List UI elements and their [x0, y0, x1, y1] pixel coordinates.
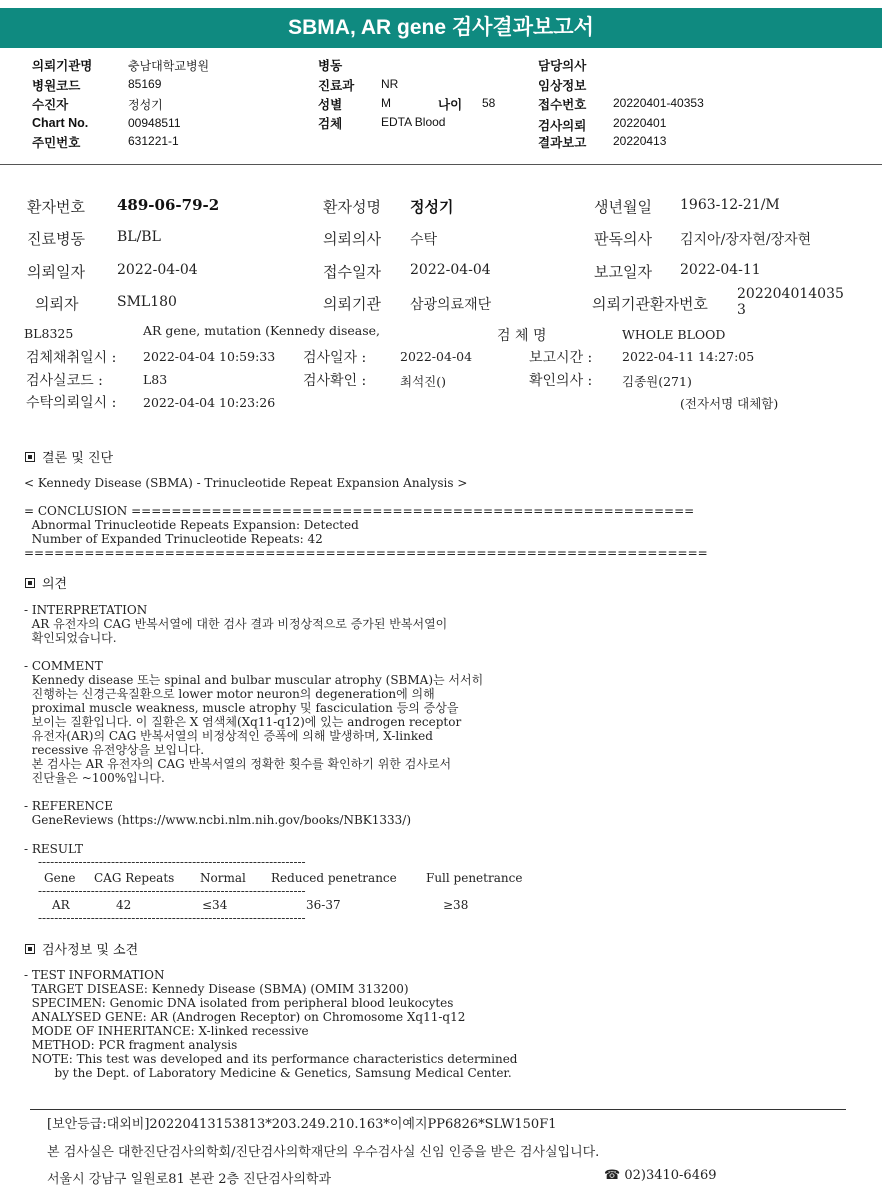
- result-cell: 36-37: [306, 898, 341, 912]
- header-label: 수진자: [32, 98, 69, 112]
- section-opinion-heading: [25, 573, 67, 592]
- header-value: 20220413: [613, 134, 667, 148]
- phone-line: [604, 1168, 717, 1183]
- header-label: 검사의뢰: [538, 119, 587, 133]
- patient-label: 진료병동: [27, 230, 85, 248]
- header-value: 20220401: [613, 116, 667, 130]
- patient-value: BL/BL: [117, 229, 161, 245]
- square-bullet-icon: [25, 944, 35, 954]
- test-name: AR gene, mutation (Kennedy disease,: [143, 323, 381, 338]
- doctor-value: 김종원(271): [622, 374, 692, 389]
- reporttime-value: 2022-04-11 14:27:05: [622, 349, 755, 364]
- patient-label: 접수일자: [323, 263, 381, 281]
- request-value: 2022-04-04 10:23:26: [143, 395, 276, 410]
- doctor-label: 확인의사 :: [529, 373, 593, 389]
- patient-value: 202204014035: [737, 286, 844, 302]
- testdate-value: 2022-04-04: [400, 349, 473, 364]
- patient-label: 의뢰의사: [323, 230, 381, 248]
- result-rule: ------------------------------------------------------------------: [38, 911, 306, 925]
- section-title: 검사정보 및 소견: [42, 943, 139, 958]
- header-label: 접수번호: [538, 98, 587, 112]
- report-title-bar: [0, 8, 882, 48]
- header-label: 병동: [318, 59, 343, 73]
- room-label: 검사실코드 :: [26, 373, 103, 389]
- report-title: SBMA, AR gene 검사결과보고서: [288, 16, 594, 39]
- patient-name: 정성기: [410, 198, 454, 216]
- header-value: EDTA Blood: [381, 115, 446, 129]
- patient-value: 2022-04-11: [680, 262, 761, 278]
- header-label: 진료과: [318, 79, 355, 93]
- collect-value: 2022-04-04 10:59:33: [143, 349, 276, 364]
- patient-value: 삼광의료재단: [410, 297, 492, 313]
- result-cell: ≥38: [443, 898, 469, 912]
- header-age-label: 나이: [438, 98, 463, 112]
- reporttime-label: 보고시간 :: [529, 350, 593, 366]
- header-label: 결과보고: [538, 136, 587, 150]
- room-value: L83: [143, 372, 168, 387]
- square-bullet-icon: [25, 578, 35, 588]
- specimen-value: WHOLE BLOOD: [622, 327, 726, 342]
- section-title: 의견: [42, 577, 68, 592]
- result-header: Gene: [44, 871, 76, 885]
- header-value: 631221-1: [128, 134, 179, 148]
- phone-number: 02)3410-6469: [624, 1168, 717, 1183]
- header-label: 담당의사: [538, 59, 587, 73]
- result-header: CAG Repeats: [94, 871, 175, 885]
- header-value: M: [381, 96, 391, 110]
- header-label: 주민번호: [32, 136, 81, 150]
- interpretation-block: - INTERPRETATION AR 유전자의 CAG 반복서열에 대한 검사 결과 비정상적으로 증가된 반복서열이 확인되었습니다.: [24, 603, 448, 645]
- result-header: Reduced penetrance: [271, 871, 397, 885]
- patient-label: 의뢰자: [35, 295, 79, 313]
- specimen-label: 검 체 명: [497, 328, 547, 344]
- result-cell: AR: [52, 898, 70, 912]
- header-divider: [0, 164, 882, 165]
- reference-block: - REFERENCE GeneReviews (https://www.ncbi.nlm.nih.gov/books/NBK1333/): [24, 799, 412, 827]
- test-code: BL8325: [24, 326, 74, 341]
- section-title: 결론 및 진단: [42, 451, 114, 466]
- patient-id: 489-06-79-2: [117, 196, 220, 214]
- section-testinfo-heading: [25, 939, 138, 958]
- phone-icon: ☎: [604, 1168, 625, 1183]
- section-conclusion-heading: [25, 447, 113, 466]
- patient-value: 1963-12-21/M: [680, 197, 780, 213]
- confirm-value: 최석진(): [400, 374, 446, 389]
- confirm-label: 검사확인 :: [303, 373, 367, 389]
- header-label: 검체: [318, 117, 343, 131]
- header-value: 충남대학교병원: [128, 59, 210, 73]
- collect-label: 검체채취일시 :: [26, 350, 117, 366]
- esign-note: (전자서명 대체함): [680, 396, 779, 411]
- patient-value: 2022-04-04: [117, 262, 198, 278]
- patient-label: 의뢰기관환자번호: [592, 295, 708, 313]
- header-label: Chart No.: [32, 116, 89, 130]
- kennedy-title: < Kennedy Disease (SBMA) - Trinucleotide Repeat Expansion Analysis >: [24, 476, 468, 490]
- patient-value: 수탁: [410, 232, 438, 248]
- result-cell: ≤34: [202, 898, 228, 912]
- patient-label: 의뢰일자: [27, 263, 85, 281]
- result-header: Normal: [200, 871, 246, 885]
- header-label: 임상정보: [538, 79, 587, 93]
- testinfo-block: - TEST INFORMATION TARGET DISEASE: Kennedy Disease (SBMA) (OMIM 313200) SPECIMEN: Genomic DNA isolated from peripheral blood leukocytes ANALYSED GENE: AR (Androgen Receptor) on Chromosome Xq11-q12 MODE OF INHERITANCE: X-linked recessive METHOD: PCR fragment analysis NOTE: This test was developed and its performance characteristics determined by the Dept. of Laboratory Medicine & Genetics, Samsung Medical Center.: [24, 968, 518, 1080]
- header-label: 성별: [318, 98, 343, 112]
- patient-value: 2022-04-04: [410, 262, 491, 278]
- certification-line: 본 검사실은 대한진단검사의학회/진단검사의학재단의 우수검사실 신임 인증을 받은 검사실입니다.: [47, 1145, 600, 1160]
- result-cell: 42: [116, 898, 132, 912]
- patient-label: 의뢰기관: [323, 295, 381, 313]
- patient-value: SML180: [117, 294, 177, 310]
- header-value: 20220401-40353: [613, 96, 704, 110]
- header-value: 85169: [128, 77, 162, 91]
- footer-divider: [30, 1109, 846, 1110]
- result-rule: ------------------------------------------------------------------: [38, 884, 306, 898]
- header-value: 정성기: [128, 98, 163, 112]
- request-label: 수탁의뢰일시 :: [26, 395, 117, 411]
- patient-label: 환자번호: [27, 198, 85, 216]
- result-header: Full penetrance: [426, 871, 523, 885]
- result-rule: ------------------------------------------------------------------: [38, 855, 306, 869]
- patient-label: 생년월일: [594, 198, 652, 216]
- testdate-label: 검사일자 :: [303, 350, 367, 366]
- header-age-value: 58: [482, 96, 496, 110]
- patient-value: 3: [737, 302, 746, 318]
- result-label: - RESULT: [24, 842, 83, 856]
- comment-block: - COMMENT Kennedy disease 또는 spinal and bulbar muscular atrophy (SBMA)는 서서히 진행하는 신경근육질환으로 lower motor neuron의 degeneration에 의해 proximal muscle weakness, muscle atrophy 및 fasciculation 등의 증상을 보이는 질환입니다. 이 질환은 X 염색체(Xq11-q12)에 있는 androgen receptor 유전자(AR)의 CAG 반복서열의 비정상적인 증폭에 의해 발생하며, X-linked recessive 유전양상을 보입니다. 본 검사는 AR 유전자의 CAG 반복서열의 정확한 횟수를 확인하기 위한 검사로서 진단율은 ~100%입니다.: [24, 659, 484, 785]
- header-value: NR: [381, 77, 399, 91]
- header-value: 00948511: [128, 116, 181, 130]
- patient-value: 김지아/장자현/장자현: [680, 232, 812, 248]
- security-line: [보안등급:대외비]20220413153813*203.249.210.163*이예지PP6826*SLW150F1: [47, 1117, 557, 1132]
- address-line: 서울시 강남구 일원로81 본관 2층 진단검사의학과: [47, 1172, 332, 1187]
- conclusion-block: = CONCLUSION ======================================================== Abnormal Trinucleotide Repeats Expansion: Detected Number of Expanded Trinucleotide Repeats: 42 ====================================================================: [24, 504, 708, 560]
- square-bullet-icon: [25, 452, 35, 462]
- patient-label: 판독의사: [594, 230, 652, 248]
- header-label: 병원코드: [32, 79, 81, 93]
- header-label: 의뢰기관명: [32, 59, 93, 73]
- patient-label: 환자성명: [323, 198, 381, 216]
- patient-label: 보고일자: [594, 263, 652, 281]
